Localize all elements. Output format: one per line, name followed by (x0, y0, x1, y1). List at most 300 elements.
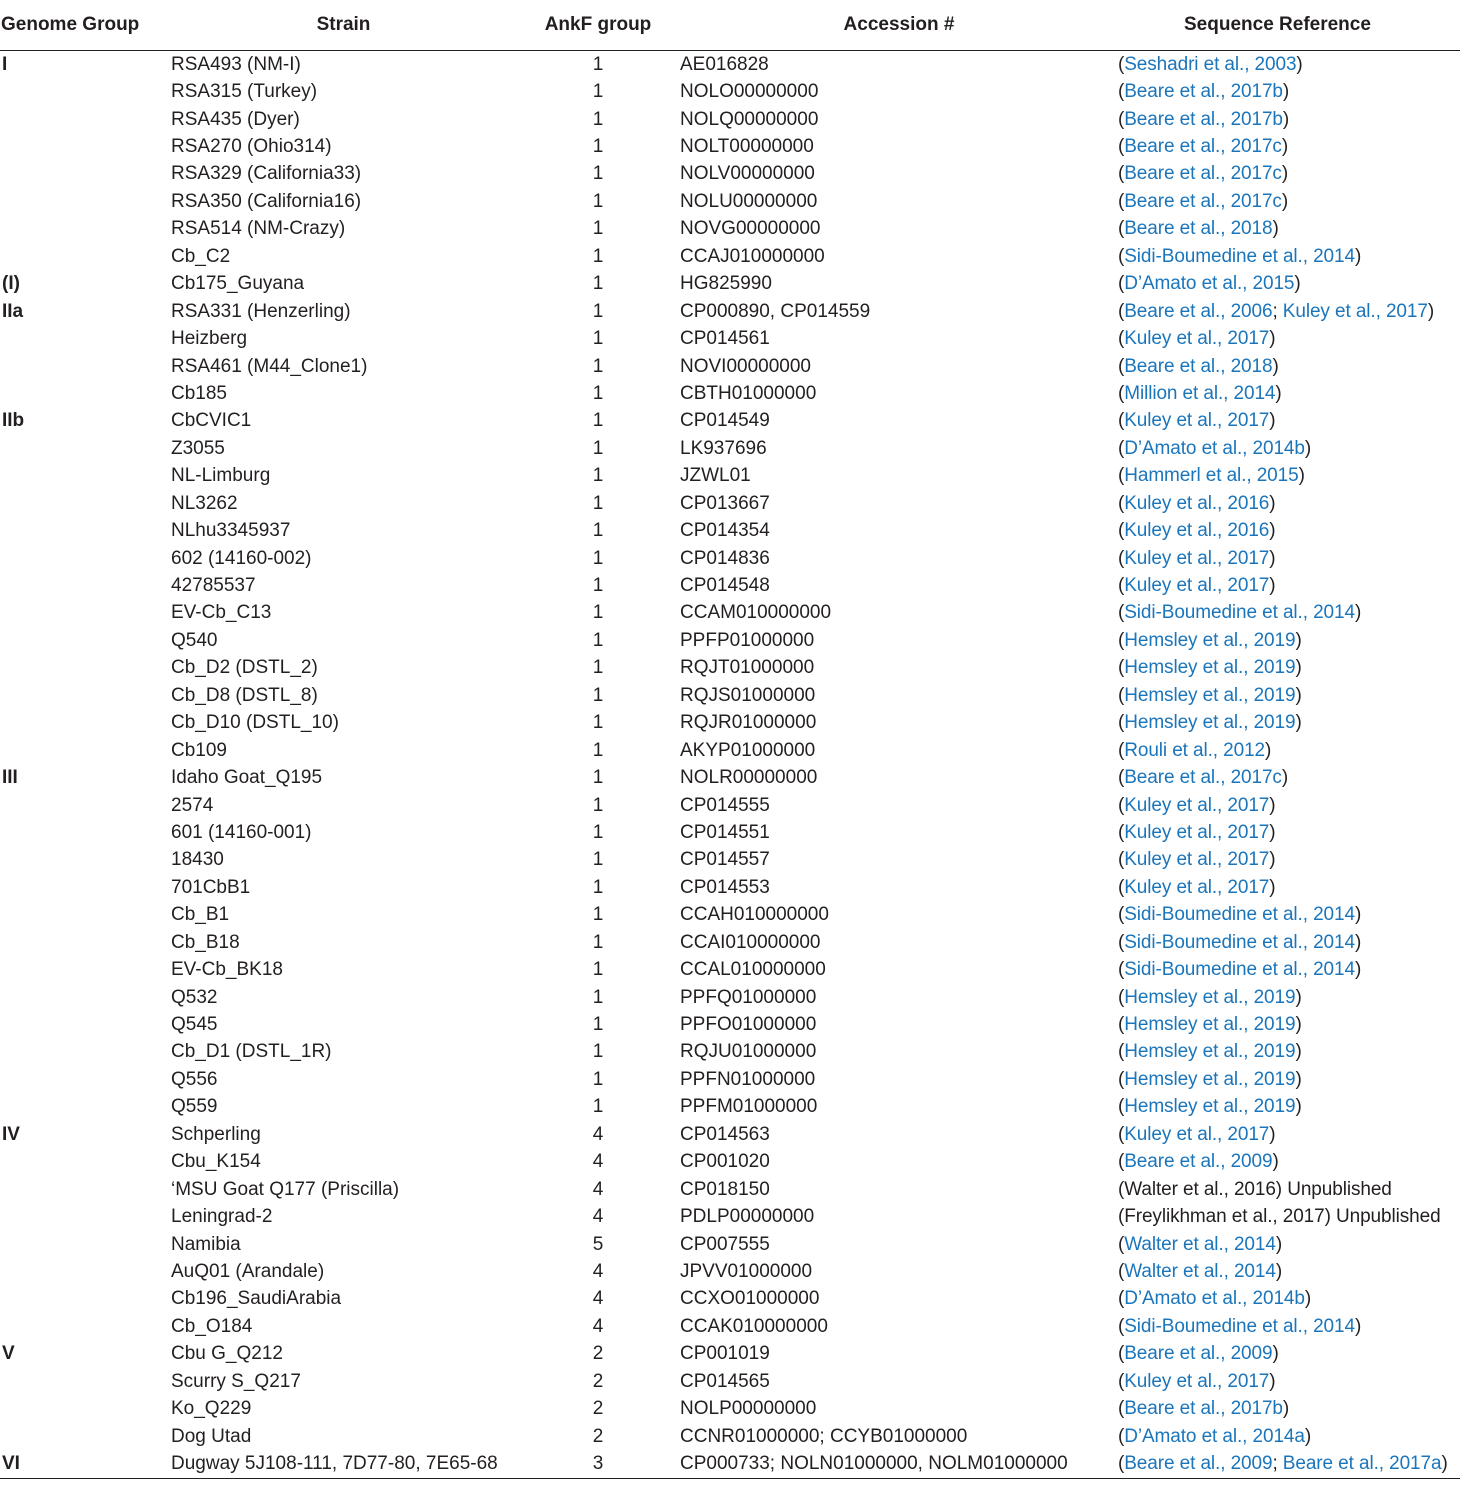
reference-open-paren: ( (1118, 1315, 1125, 1337)
reference-close-paren: ) (1275, 1233, 1283, 1255)
accession-cell: NOLP00000000 (680, 1398, 817, 1420)
reference-open-paren: ( (1118, 1425, 1125, 1447)
reference-link[interactable]: Sidi-Boumedine et al., 2014 (1124, 931, 1355, 953)
table-row (0, 271, 1460, 298)
sequence-reference-cell (1118, 1094, 1460, 1121)
reference-open-paren: ( (1118, 190, 1125, 212)
genome-group-cell (0, 1011, 171, 1038)
reference-link[interactable]: Beare et al., 2009 (1124, 1453, 1273, 1475)
strain-cell: Cb_C2 (171, 245, 231, 267)
reference-open-paren: ( (1118, 108, 1125, 130)
reference-link[interactable]: Kuley et al., 2017 (1124, 1370, 1270, 1392)
genome-group-cell (0, 161, 171, 188)
accession-cell: CP014836 (680, 547, 770, 569)
accession-cell: PPFQ01000000 (680, 986, 817, 1008)
accession-cell: CP014563 (680, 1123, 770, 1145)
reference-link[interactable]: Beare et al., 2018 (1124, 218, 1273, 240)
reference-link[interactable]: Sidi-Boumedine et al., 2014 (1124, 1315, 1355, 1337)
ankf-group-cell: 1 (592, 300, 604, 322)
accession-cell: CCAI010000000 (680, 931, 821, 953)
accession-cell: RQJR01000000 (680, 712, 817, 734)
table-row (0, 1258, 1460, 1285)
accession-cell: AE016828 (680, 53, 769, 75)
reference-open-paren: ( (1118, 931, 1125, 953)
table-row (0, 133, 1460, 160)
table-row (0, 1176, 1460, 1203)
reference-link[interactable]: Beare et al., 2017c (1124, 767, 1282, 789)
reference-link[interactable]: Sidi-Boumedine et al., 2014 (1124, 959, 1355, 981)
reference-close-paren: ) (1295, 629, 1302, 651)
reference-link-secondary[interactable]: Kuley et al., 2017 (1282, 300, 1428, 322)
reference-link[interactable]: Kuley et al., 2017 (1124, 328, 1270, 350)
sequence-reference-cell (1118, 490, 1460, 517)
reference-open-paren: ( (1118, 1233, 1125, 1255)
accession-cell: CP014551 (680, 821, 770, 843)
strain-cell: Heizberg (171, 328, 248, 350)
strain-cell: AuQ01 (Arandale) (171, 1260, 325, 1282)
reference-open-paren: ( (1118, 437, 1125, 459)
reference-link[interactable]: Hemsley et al., 2019 (1124, 684, 1296, 706)
reference-open-paren: ( (1118, 767, 1125, 789)
reference-open-paren: ( (1118, 657, 1125, 679)
sequence-reference-cell (1118, 710, 1460, 737)
reference-close-paren: ) (1275, 1260, 1283, 1282)
reference-link[interactable]: Sidi-Boumedine et al., 2014 (1124, 904, 1355, 926)
table-row (0, 1149, 1460, 1176)
reference-close-paren: ) (1295, 986, 1302, 1008)
ankf-group-cell: 1 (592, 684, 604, 706)
genome-group-cell (0, 847, 171, 874)
table-row (0, 1341, 1460, 1368)
strain-cell: RSA461 (M44_Clone1) (171, 355, 368, 377)
table-row (0, 984, 1460, 1011)
table-row (0, 1039, 1460, 1066)
reference-link[interactable]: Beare et al., 2006 (1124, 300, 1273, 322)
accession-cell: CP000890, CP014559 (680, 300, 871, 322)
reference-open-paren: ( (1118, 273, 1125, 295)
reference-close-paren: ) (1269, 328, 1276, 350)
reference-open-paren: ( (1118, 876, 1125, 898)
ankf-group-cell: 1 (592, 629, 604, 651)
sequence-reference-cell (1118, 1039, 1460, 1066)
reference-close-paren: ) (1272, 218, 1279, 240)
ankf-group-cell: 4 (592, 1206, 604, 1228)
header-sequence-reference: Sequence Reference (1118, 0, 1460, 51)
sequence-reference-cell (1118, 353, 1460, 380)
strain-cell: RSA493 (NM-I) (171, 53, 301, 75)
ankf-group-cell: 2 (592, 1370, 604, 1392)
accession-cell: NOLO00000000 (680, 81, 819, 103)
genome-group-cell (0, 737, 171, 764)
accession-cell: CP014553 (680, 876, 770, 898)
genome-group-cell (0, 710, 171, 737)
genome-group-cell (0, 902, 171, 929)
reference-close-paren: ) (1354, 959, 1362, 981)
reference-close-paren: ) (1427, 300, 1435, 322)
genome-group-cell (0, 133, 171, 160)
table-row (0, 353, 1460, 380)
strain-cell: Q532 (171, 986, 218, 1008)
table-row (0, 1231, 1460, 1258)
sequence-reference-cell (1118, 463, 1460, 490)
genome-group-cell (0, 572, 171, 599)
reference-link[interactable]: D’Amato et al., 2014a (1124, 1425, 1305, 1447)
genome-group-cell (0, 792, 171, 819)
reference-link[interactable]: Kuley et al., 2017 (1124, 821, 1270, 843)
sequence-reference-cell (1118, 1121, 1460, 1148)
reference-open-paren: ( (1118, 520, 1125, 542)
accession-cell: CP014561 (680, 328, 770, 350)
reference-link[interactable]: Hemsley et al., 2019 (1124, 986, 1296, 1008)
table-row (0, 106, 1460, 133)
sequence-reference-cell (1118, 133, 1460, 160)
reference-open-paren: ( (1118, 382, 1125, 404)
header-accession: Accession # (680, 0, 1118, 51)
reference-open-paren: ( (1118, 492, 1125, 514)
accession-cell: JPVV01000000 (680, 1260, 813, 1282)
genome-group-cell (0, 627, 171, 654)
sequence-reference-cell (1118, 1149, 1460, 1176)
genome-group-cell (0, 956, 171, 983)
reference-open-paren: ( (1118, 1398, 1125, 1420)
reference-link[interactable]: D’Amato et al., 2014b (1124, 437, 1305, 459)
accession-cell: JZWL01 (680, 465, 751, 487)
sequence-reference-cell (1118, 984, 1460, 1011)
reference-link[interactable]: Kuley et al., 2017 (1124, 547, 1270, 569)
sequence-reference-cell (1118, 874, 1460, 901)
accession-cell: HG825990 (680, 273, 772, 295)
reference-link[interactable]: Sidi-Boumedine et al., 2014 (1124, 245, 1355, 267)
strain-cell: 2574 (171, 794, 214, 816)
reference-link[interactable]: Kuley et al., 2017 (1124, 876, 1270, 898)
reference-close-paren: ) (1275, 382, 1282, 404)
table-row (0, 1066, 1460, 1093)
reference-link[interactable]: Hemsley et al., 2019 (1124, 1068, 1296, 1090)
reference-link[interactable]: Rouli et al., 2012 (1124, 739, 1266, 761)
genome-group-cell (0, 984, 171, 1011)
table-row (0, 243, 1460, 270)
strain-cell: CbCVIC1 (171, 410, 252, 432)
accession-cell: CCAH010000000 (680, 904, 829, 926)
table-row (0, 161, 1460, 188)
table-row (0, 764, 1460, 791)
strain-cell: Cb_D8 (DSTL_8) (171, 684, 318, 706)
reference-open-paren: ( (1118, 794, 1125, 816)
accession-cell: CCAL010000000 (680, 959, 826, 981)
reference-link[interactable]: Hemsley et al., 2019 (1124, 1096, 1296, 1118)
ankf-group-cell: 1 (592, 547, 604, 569)
reference-close-paren: ) (1269, 1370, 1276, 1392)
strain-cell: ‘MSU Goat Q177 (Priscilla) (171, 1178, 400, 1200)
reference-link[interactable]: Beare et al., 2018 (1124, 355, 1273, 377)
ankf-group-cell: 2 (592, 1425, 604, 1447)
table-row (0, 902, 1460, 929)
strain-cell: Dog Utad (171, 1425, 252, 1447)
ankf-group-cell: 1 (592, 53, 604, 75)
reference-link[interactable]: Hemsley et al., 2019 (1124, 1014, 1296, 1036)
sequence-reference-cell (1118, 1011, 1460, 1038)
reference-link[interactable]: Kuley et al., 2017 (1124, 849, 1270, 871)
sequence-reference-cell (1118, 1203, 1460, 1230)
reference-open-paren: ( (1118, 1151, 1125, 1173)
ankf-group-cell: 1 (592, 465, 604, 487)
genome-group-cell (0, 78, 171, 105)
reference-close-paren: ) (1296, 53, 1303, 75)
genome-group-cell (0, 1066, 171, 1093)
ankf-group-cell: 1 (592, 355, 604, 377)
strain-cell: 602 (14160-002) (171, 547, 312, 569)
reference-link[interactable]: Kuley et al., 2016 (1124, 492, 1270, 514)
reference-link[interactable]: Beare et al., 2009 (1124, 1343, 1273, 1365)
reference-open-paren: ( (1118, 959, 1125, 981)
accession-cell: NOLR00000000 (680, 767, 818, 789)
genome-group-cell: III (2, 767, 18, 789)
ankf-group-cell: 5 (592, 1233, 604, 1255)
genome-group-cell (0, 929, 171, 956)
genome-group-cell (0, 545, 171, 572)
accession-cell: CP014557 (680, 849, 770, 871)
genome-group-cell (0, 655, 171, 682)
table-row (0, 710, 1460, 737)
reference-link[interactable]: Beare et al., 2017b (1124, 81, 1283, 103)
accession-cell: CP014548 (680, 575, 770, 597)
table-row (0, 188, 1460, 215)
reference-open-paren: ( (1118, 712, 1125, 734)
reference-close-paren: ) (1295, 712, 1302, 734)
strain-cell: 42785537 (171, 575, 256, 597)
strain-cell: RSA350 (California16) (171, 190, 362, 212)
reference-close-paren: ) (1295, 1096, 1302, 1118)
reference-link[interactable]: Beare et al., 2017b (1124, 1398, 1283, 1420)
genome-group-cell: IV (2, 1123, 20, 1145)
sequence-reference-cell (1118, 1313, 1460, 1340)
strain-cell: RSA315 (Turkey) (171, 81, 318, 103)
reference-link[interactable]: Kuley et al., 2017 (1124, 1123, 1270, 1145)
strain-cell: Cb_B18 (171, 931, 240, 953)
sequence-reference-cell (1118, 737, 1460, 764)
table-row (0, 792, 1460, 819)
genome-group-cell: (I) (2, 273, 20, 295)
ankf-group-cell: 3 (516, 1450, 680, 1478)
accession-cell: CCXO01000000 (680, 1288, 820, 1310)
reference-open-paren: ( (1118, 849, 1125, 871)
accession-cell: CP014549 (680, 410, 770, 432)
sequence-reference-cell (1118, 1286, 1460, 1313)
reference-link-secondary[interactable]: Beare et al., 2017a (1282, 1453, 1442, 1475)
reference-close-paren: ) (1272, 1343, 1279, 1365)
strain-cell: Scurry S_Q217 (171, 1370, 301, 1392)
ankf-group-cell: 1 (592, 520, 604, 542)
table-row (0, 1313, 1460, 1340)
reference-close-paren: ) (1304, 437, 1312, 459)
ankf-group-cell: 1 (592, 81, 604, 103)
ankf-group-cell: 1 (592, 712, 604, 734)
reference-open-paren: ( (1118, 602, 1125, 624)
genome-group-cell (0, 106, 171, 133)
strain-cell: 601 (14160-001) (171, 821, 312, 843)
reference-link[interactable]: Beare et al., 2017c (1124, 163, 1282, 185)
table-row (0, 325, 1460, 352)
ankf-group-cell: 1 (592, 1096, 604, 1118)
reference-open-paren: ( (1118, 218, 1125, 240)
ankf-group-cell: 1 (592, 767, 604, 789)
reference-link[interactable]: Walter et al., 2014 (1124, 1233, 1276, 1255)
reference-close-paren: ) (1294, 273, 1301, 295)
sequence-reference-cell (1118, 572, 1460, 599)
sequence-reference-cell (1118, 325, 1460, 352)
reference-link[interactable]: Million et al., 2014 (1124, 382, 1276, 404)
ankf-group-cell: 1 (592, 136, 604, 158)
strain-cell: Cbu G_Q212 (171, 1343, 283, 1365)
table-row (0, 490, 1460, 517)
reference-open-paren: ( (1118, 629, 1125, 651)
ankf-group-cell: 1 (592, 437, 604, 459)
reference-open-paren: ( (1118, 1370, 1125, 1392)
reference-separator: ; (1272, 300, 1283, 322)
table-row (0, 847, 1460, 874)
ankf-group-cell: 1 (592, 328, 604, 350)
sequence-reference-cell (1118, 929, 1460, 956)
reference-link[interactable]: Kuley et al., 2017 (1124, 410, 1270, 432)
sequence-reference-cell (1118, 1395, 1460, 1422)
genome-group-cell (0, 1368, 171, 1395)
strain-cell: EV-Cb_C13 (171, 602, 272, 624)
genome-group-cell (0, 874, 171, 901)
reference-open-paren: ( (1118, 1343, 1125, 1365)
header-genome-group: Genome Group (0, 0, 171, 51)
reference-link[interactable]: Hemsley et al., 2019 (1124, 1041, 1296, 1063)
reference-link[interactable]: Walter et al., 2014 (1124, 1260, 1276, 1282)
reference-link[interactable]: Seshadri et al., 2003 (1124, 53, 1297, 75)
table-row (0, 929, 1460, 956)
table-row (0, 545, 1460, 572)
sequence-reference-cell (1118, 408, 1460, 435)
ankf-group-cell: 1 (592, 904, 604, 926)
genome-group-cell (0, 380, 171, 407)
reference-link[interactable]: Beare et al., 2017c (1124, 136, 1282, 158)
reference-open-paren: ( (1118, 1260, 1125, 1282)
table-row (0, 655, 1460, 682)
ankf-group-cell: 1 (592, 245, 604, 267)
ankf-group-cell: 1 (592, 959, 604, 981)
sequence-reference-cell (1118, 902, 1460, 929)
ankf-group-cell: 1 (592, 657, 604, 679)
accession-cell: RQJS01000000 (680, 684, 816, 706)
table-row (0, 408, 1460, 435)
strain-cell: 18430 (171, 849, 224, 871)
reference-link[interactable]: Beare et al., 2009 (1124, 1151, 1273, 1173)
ankf-group-cell: 4 (592, 1288, 604, 1310)
sequence-reference-cell (1118, 51, 1460, 79)
ankf-group-cell: 1 (592, 190, 604, 212)
ankf-group-cell: 1 (592, 821, 604, 843)
ankf-group-cell: 4 (592, 1260, 604, 1282)
strain-cell: Q556 (171, 1068, 218, 1090)
genome-group-cell (0, 353, 171, 380)
ankf-group-cell: 4 (592, 1151, 604, 1173)
reference-link[interactable]: Beare et al., 2017b (1124, 108, 1283, 130)
reference-link[interactable]: D’Amato et al., 2015 (1124, 273, 1295, 295)
ankf-group-cell: 1 (592, 218, 604, 240)
sequence-reference-cell (1118, 792, 1460, 819)
ankf-group-cell: 1 (592, 794, 604, 816)
sequence-reference-cell (1118, 1368, 1460, 1395)
reference-link[interactable]: Hammerl et al., 2015 (1124, 465, 1299, 487)
reference-link[interactable]: Kuley et al., 2017 (1124, 575, 1270, 597)
genome-group-cell (0, 1176, 171, 1203)
strain-cell: Z3055 (171, 437, 225, 459)
accession-cell: PPFP01000000 (680, 629, 815, 651)
genome-group-cell: V (2, 1343, 15, 1365)
sequence-reference-cell (1118, 682, 1460, 709)
accession-cell: NOLV00000000 (680, 163, 815, 185)
table-row (0, 1011, 1460, 1038)
strain-cell: RSA329 (California33) (171, 163, 362, 185)
reference-close-paren: ) (1354, 931, 1362, 953)
table-row (0, 737, 1460, 764)
genome-group-cell (0, 435, 171, 462)
reference-link[interactable]: Kuley et al., 2016 (1124, 520, 1270, 542)
sequence-reference-cell (1118, 435, 1460, 462)
reference-close-paren: ) (1295, 657, 1302, 679)
accession-cell: PPFM01000000 (680, 1096, 818, 1118)
reference-open-paren: ( (1118, 821, 1125, 843)
table-row (0, 380, 1460, 407)
reference-close-paren: ) (1272, 1151, 1279, 1173)
strain-cell: Leningrad-2 (171, 1206, 273, 1228)
reference-link[interactable]: Sidi-Boumedine et al., 2014 (1124, 602, 1355, 624)
genome-group-cell (0, 463, 171, 490)
reference-link[interactable]: Beare et al., 2017c (1124, 190, 1282, 212)
genome-group-cell (0, 1395, 171, 1422)
reference-open-paren: ( (1118, 245, 1125, 267)
reference-link[interactable]: Hemsley et al., 2019 (1124, 629, 1296, 651)
table-row (0, 517, 1460, 544)
genome-group-cell (0, 600, 171, 627)
genome-group-cell (0, 819, 171, 846)
ankf-group-cell: 1 (592, 382, 604, 404)
reference-open-paren: ( (1118, 739, 1125, 761)
genome-group-cell (0, 325, 171, 352)
genome-group-cell (0, 1231, 171, 1258)
reference-close-paren: ) (1281, 767, 1289, 789)
strain-cell: Idaho Goat_Q195 (171, 767, 323, 789)
strain-cell: Cb175_Guyana (171, 273, 305, 295)
reference-close-paren: ) (1269, 492, 1276, 514)
genome-group-cell: IIb (2, 410, 25, 432)
sequence-reference-cell (1118, 517, 1460, 544)
table-row (0, 600, 1460, 627)
reference-link[interactable]: Kuley et al., 2017 (1124, 794, 1270, 816)
reference-close-paren: ) (1281, 190, 1289, 212)
reference-open-paren: ( (1118, 1288, 1125, 1310)
strain-cell: EV-Cb_BK18 (171, 959, 283, 981)
reference-text: (Freylikhman et al., 2017) Unpublished (1118, 1206, 1441, 1228)
reference-close-paren: ) (1295, 1068, 1302, 1090)
strain-cell: NL-Limburg (171, 465, 271, 487)
reference-link[interactable]: Hemsley et al., 2019 (1124, 657, 1296, 679)
reference-link[interactable]: Hemsley et al., 2019 (1124, 712, 1296, 734)
header-ankf-group: AnkF group (516, 0, 680, 51)
ankf-group-cell: 1 (592, 273, 604, 295)
genome-group-cell (0, 243, 171, 270)
reference-open-paren: ( (1118, 1014, 1125, 1036)
table-row (0, 51, 1460, 79)
reference-open-paren: ( (1118, 410, 1125, 432)
sequence-reference-cell (1118, 1258, 1460, 1285)
reference-open-paren: ( (1118, 1123, 1125, 1145)
reference-link[interactable]: D’Amato et al., 2014b (1124, 1288, 1305, 1310)
